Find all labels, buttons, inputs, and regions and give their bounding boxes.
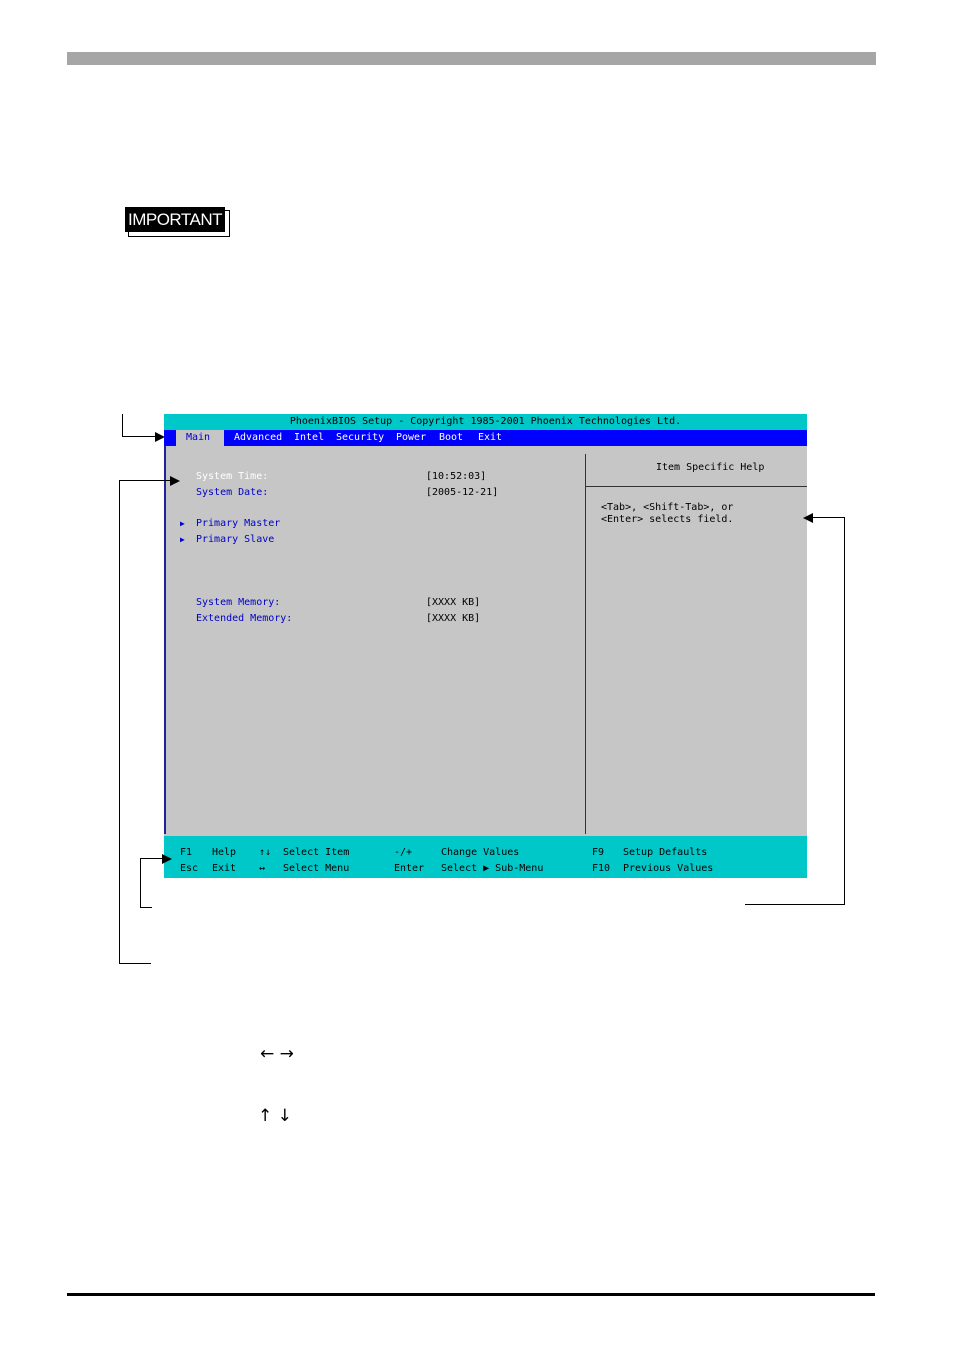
menu-advanced[interactable]: Advanced (234, 432, 283, 443)
key-f9-action: Setup Defaults (623, 847, 708, 858)
help-panel-text: <Tab>, <Shift-Tab>, or <Enter> selects field. (601, 502, 734, 525)
callout-arrow-icon (170, 476, 180, 486)
menu-exit[interactable]: Exit (478, 432, 503, 443)
key-esc: Esc (180, 863, 199, 874)
submenu-triangle-icon: ▶ (180, 535, 185, 544)
left-right-arrows-icon: ← → (260, 1044, 294, 1064)
help-panel-divider (585, 454, 586, 834)
help-title-separator (586, 486, 807, 487)
key-f10: F10 (592, 863, 611, 874)
system-date-label[interactable]: System Date: (196, 487, 269, 498)
bios-menu-bar (164, 430, 807, 446)
important-badge (125, 207, 227, 234)
key-updown: ↑↓ (259, 847, 272, 858)
menu-security[interactable]: Security (336, 432, 385, 443)
callout-line-help (745, 904, 845, 905)
key-f10-action: Previous Values (623, 863, 714, 874)
menu-intel[interactable]: Intel (294, 432, 325, 443)
menu-boot[interactable]: Boot (439, 432, 464, 443)
bios-setup-screen (164, 414, 807, 878)
key-leftright: ↔ (259, 863, 266, 874)
callout-line-items (119, 480, 171, 481)
important-label: IMPORTANT (125, 207, 225, 232)
system-date-value[interactable]: [2005-12-21] (426, 487, 499, 498)
callout-line-legend (140, 858, 141, 908)
callout-line-help (812, 517, 845, 518)
footer-rule (67, 1293, 875, 1296)
key-leftright-action: Select Menu (283, 863, 350, 874)
help-panel-title: Item Specific Help (656, 462, 765, 473)
callout-line-help (844, 517, 845, 905)
key-updown-action: Select Item (283, 847, 350, 858)
callout-line-items (119, 480, 120, 964)
callout-arrow-icon (155, 432, 165, 442)
system-time-label[interactable]: System Time: (196, 471, 269, 482)
menu-power[interactable]: Power (396, 432, 427, 443)
key-enter: Enter (394, 863, 425, 874)
header-rule (67, 52, 876, 65)
callout-arrow-icon (162, 854, 172, 864)
key-plusminus: -/+ (394, 847, 413, 858)
screen-left-edge (164, 446, 166, 834)
key-f9: F9 (592, 847, 605, 858)
key-esc-action: Exit (212, 863, 237, 874)
callout-line-menu (122, 436, 158, 437)
system-memory-label: System Memory: (196, 597, 281, 608)
system-time-value[interactable]: [10:52:03] (426, 471, 487, 482)
up-down-arrows-icon: ↑ ↓ (258, 1106, 292, 1126)
key-enter-action: Select ▶ Sub-Menu (441, 863, 544, 874)
primary-slave-item[interactable]: Primary Slave (196, 534, 275, 545)
key-plusminus-action: Change Values (441, 847, 520, 858)
primary-master-item[interactable]: Primary Master (196, 518, 281, 529)
menu-main[interactable]: Main (176, 430, 224, 446)
key-f1-action: Help (212, 847, 237, 858)
extended-memory-label: Extended Memory: (196, 613, 293, 624)
bios-key-legend (164, 836, 807, 878)
callout-line-items (119, 963, 151, 964)
extended-memory-value: [XXXX KB] (426, 613, 481, 624)
callout-line-legend (140, 907, 152, 908)
callout-arrow-icon (803, 513, 813, 523)
system-memory-value: [XXXX KB] (426, 597, 481, 608)
key-f1: F1 (180, 847, 193, 858)
callout-line-menu (122, 414, 123, 437)
bios-title-bar: PhoenixBIOS Setup - Copyright 1985-2001 Phoenix Technologies Ltd. (164, 414, 807, 430)
callout-line-legend (140, 858, 164, 859)
submenu-triangle-icon: ▶ (180, 519, 185, 528)
